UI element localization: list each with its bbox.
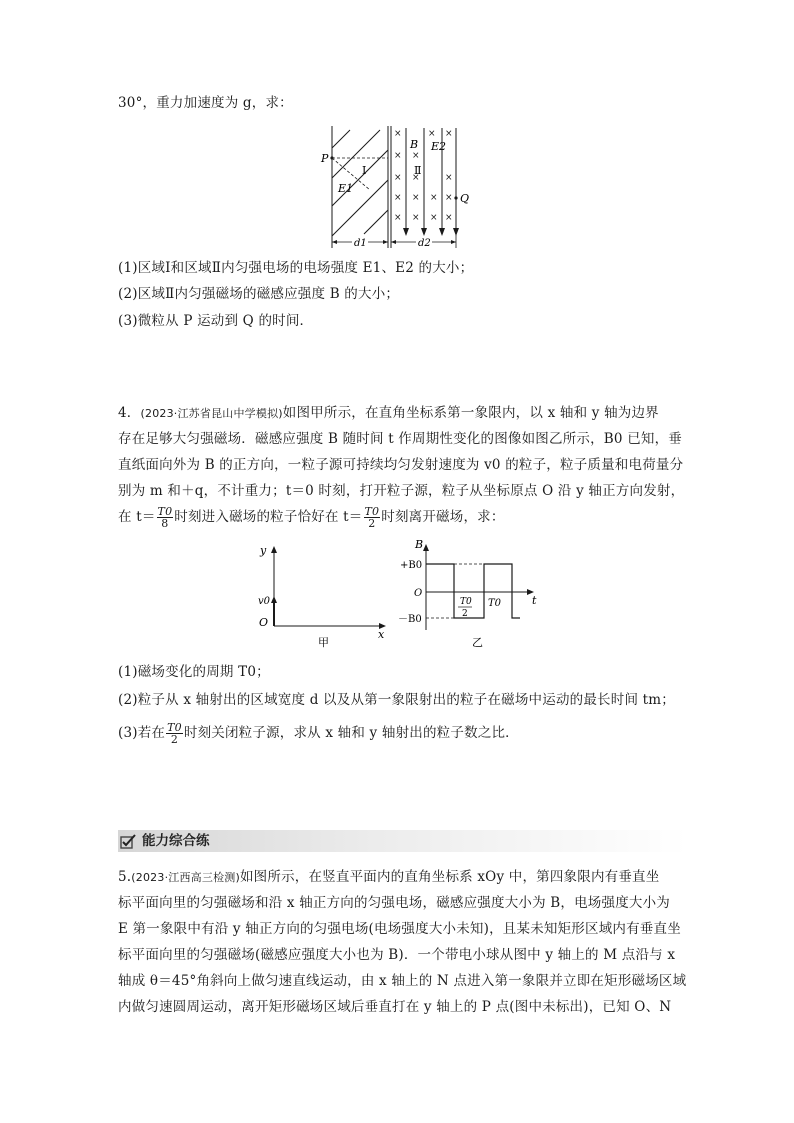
svg-text:×: × (394, 129, 402, 139)
svg-text:T0: T0 (460, 597, 472, 607)
problem4-line-5: 在 t＝ $\frac{T0}{8}$ 时刻进入磁场的粒子恰好在 t＝ $\frac{T0}{2}$ 时刻离开磁场，求： (118, 505, 505, 530)
svg-text:×: × (394, 193, 402, 203)
problem4-source: (2023·江苏省昆山中学模拟) (140, 407, 283, 420)
svg-text:Ⅰ: Ⅰ (362, 164, 367, 177)
svg-text:O: O (414, 588, 423, 599)
svg-text:×: × (445, 129, 453, 139)
svg-text:－B0: －B0 (398, 614, 422, 625)
svg-text:×: × (412, 151, 420, 161)
section-title: 能力综合练 (142, 833, 210, 849)
fraction-t0-over-8: $\frac{T0}{8}$ (157, 505, 173, 530)
problem5-line-4: 标平面向里的匀强磁场(磁感应强度大小也为 B)．一个带电小球从图中 y 轴上的 M 点沿与 x (118, 947, 676, 963)
svg-text:E2: E2 (431, 140, 447, 153)
svg-text:T0: T0 (488, 598, 502, 609)
svg-text:×: × (412, 213, 420, 223)
checkmark-icon (120, 833, 136, 849)
svg-text:×: × (445, 213, 453, 223)
svg-text:x: x (378, 628, 385, 641)
svg-text:d2: d2 (418, 238, 431, 249)
svg-text:t: t (532, 594, 537, 607)
svg-text:v0: v0 (258, 596, 271, 607)
problem5-line-1: 5.(2023·江西高三检测)如图所示，在竖直平面内的直角坐标系 xOy 中，第四象限内有垂直坐 (118, 869, 660, 885)
svg-text:O: O (259, 616, 269, 629)
svg-text:B: B (410, 138, 419, 151)
problem4-number: 4． (118, 405, 141, 421)
problem3-question-1: (1)区域Ⅰ和区域Ⅱ内匀强电场的电场强度 E1、E2 的大小； (118, 260, 474, 276)
svg-text:Q: Q (460, 192, 470, 205)
svg-text:×: × (412, 193, 420, 203)
problem5-number: 5. (118, 869, 132, 885)
figure-yi-caption: 乙 (472, 636, 483, 649)
svg-text:2: 2 (462, 609, 468, 619)
problem4-line-1: 4．(2023·江苏省昆山中学模拟)如图甲所示，在直角坐标系第一象限内，以 x 轴和 y 轴为边界 (118, 405, 659, 421)
problem5-line-3: E 第一象限中有沿 y 轴正方向的匀强电场(电场强度大小未知)，且某未知矩形区域内有垂直坐 (118, 921, 681, 937)
problem5-line-6: 内做匀速圆周运动，离开矩形磁场区域后垂直打在 y 轴上的 P 点(图中未标出)，已知 O、N (118, 999, 672, 1015)
svg-text:×: × (445, 173, 453, 183)
problem3-question-3: (3)微粒从 P 运动到 Q 的时间． (118, 313, 314, 329)
problem3-question-2: (2)区域Ⅱ内匀强磁场的磁感应强度 B 的大小； (118, 286, 400, 302)
svg-text:Ⅱ: Ⅱ (414, 164, 422, 177)
svg-text:×: × (428, 129, 436, 139)
problem4-question-1: (1)磁场变化的周期 T0； (118, 664, 270, 680)
problem3-figure (318, 122, 468, 252)
problem5-line-2: 标平面向里的匀强磁场和沿 x 轴正方向的匀强电场，磁感应强度大小为 B，电场强度大小为 (118, 895, 671, 911)
section-header (118, 830, 688, 852)
figure-jia-caption: 甲 (318, 636, 329, 649)
svg-text:×: × (394, 173, 402, 183)
fraction-q3-t0-over-2: $\frac{T0}{2}$ (167, 721, 182, 746)
figure-jia (252, 540, 392, 650)
problem4-question-2: (2)粒子从 x 轴射出的区域宽度 d 以及从第一象限射出的粒子在磁场中运动的最长时间 tm； (118, 692, 675, 708)
problem4-line-3: 直纸面向外为 B 的正方向，一粒子源可持续均匀发射速度为 v0 的粒子，粒子质量和电荷量分 (118, 457, 684, 473)
problem3-intro: 30°，重力加速度为 g，求： (118, 95, 293, 111)
svg-text:×: × (412, 173, 420, 183)
svg-text:×: × (394, 213, 402, 223)
svg-text:B: B (415, 538, 424, 551)
problem4-line-4: 别为 m 和＋q，不计重力；t＝0 时刻，打开粒子源，粒子从坐标原点 O 沿 y 轴正方向发射， (118, 483, 685, 499)
problem4-line-2: 存在足够大匀强磁场．磁感应强度 B 随时间 t 作周期性变化的图像如图乙所示，B0 已知，垂 (118, 431, 683, 447)
fraction-t0-over-2: $\frac{T0}{2}$ (364, 505, 380, 530)
svg-text:×: × (394, 151, 402, 161)
figure-yi (396, 540, 546, 650)
svg-text:P: P (321, 152, 329, 165)
svg-text:y: y (260, 544, 267, 557)
svg-text:d1: d1 (354, 238, 367, 249)
problem5-source: (2023·江西高三检测) (131, 871, 240, 884)
svg-text:×: × (430, 213, 438, 223)
svg-text:E1: E1 (338, 182, 354, 195)
svg-text:×: × (430, 193, 438, 203)
problem4-question-3: (3)若在 $\frac{T0}{2}$ 时刻关闭粒子源，求从 x 轴和 y 轴射出的粒子数之比． (118, 721, 519, 746)
svg-text:×: × (445, 193, 453, 203)
svg-text:+B0: +B0 (400, 560, 423, 571)
problem5-line-5: 轴成 θ＝45°角斜向上做匀速直线运动，由 x 轴上的 N 点进入第一象限并立即在矩形磁场区域 (118, 973, 687, 989)
